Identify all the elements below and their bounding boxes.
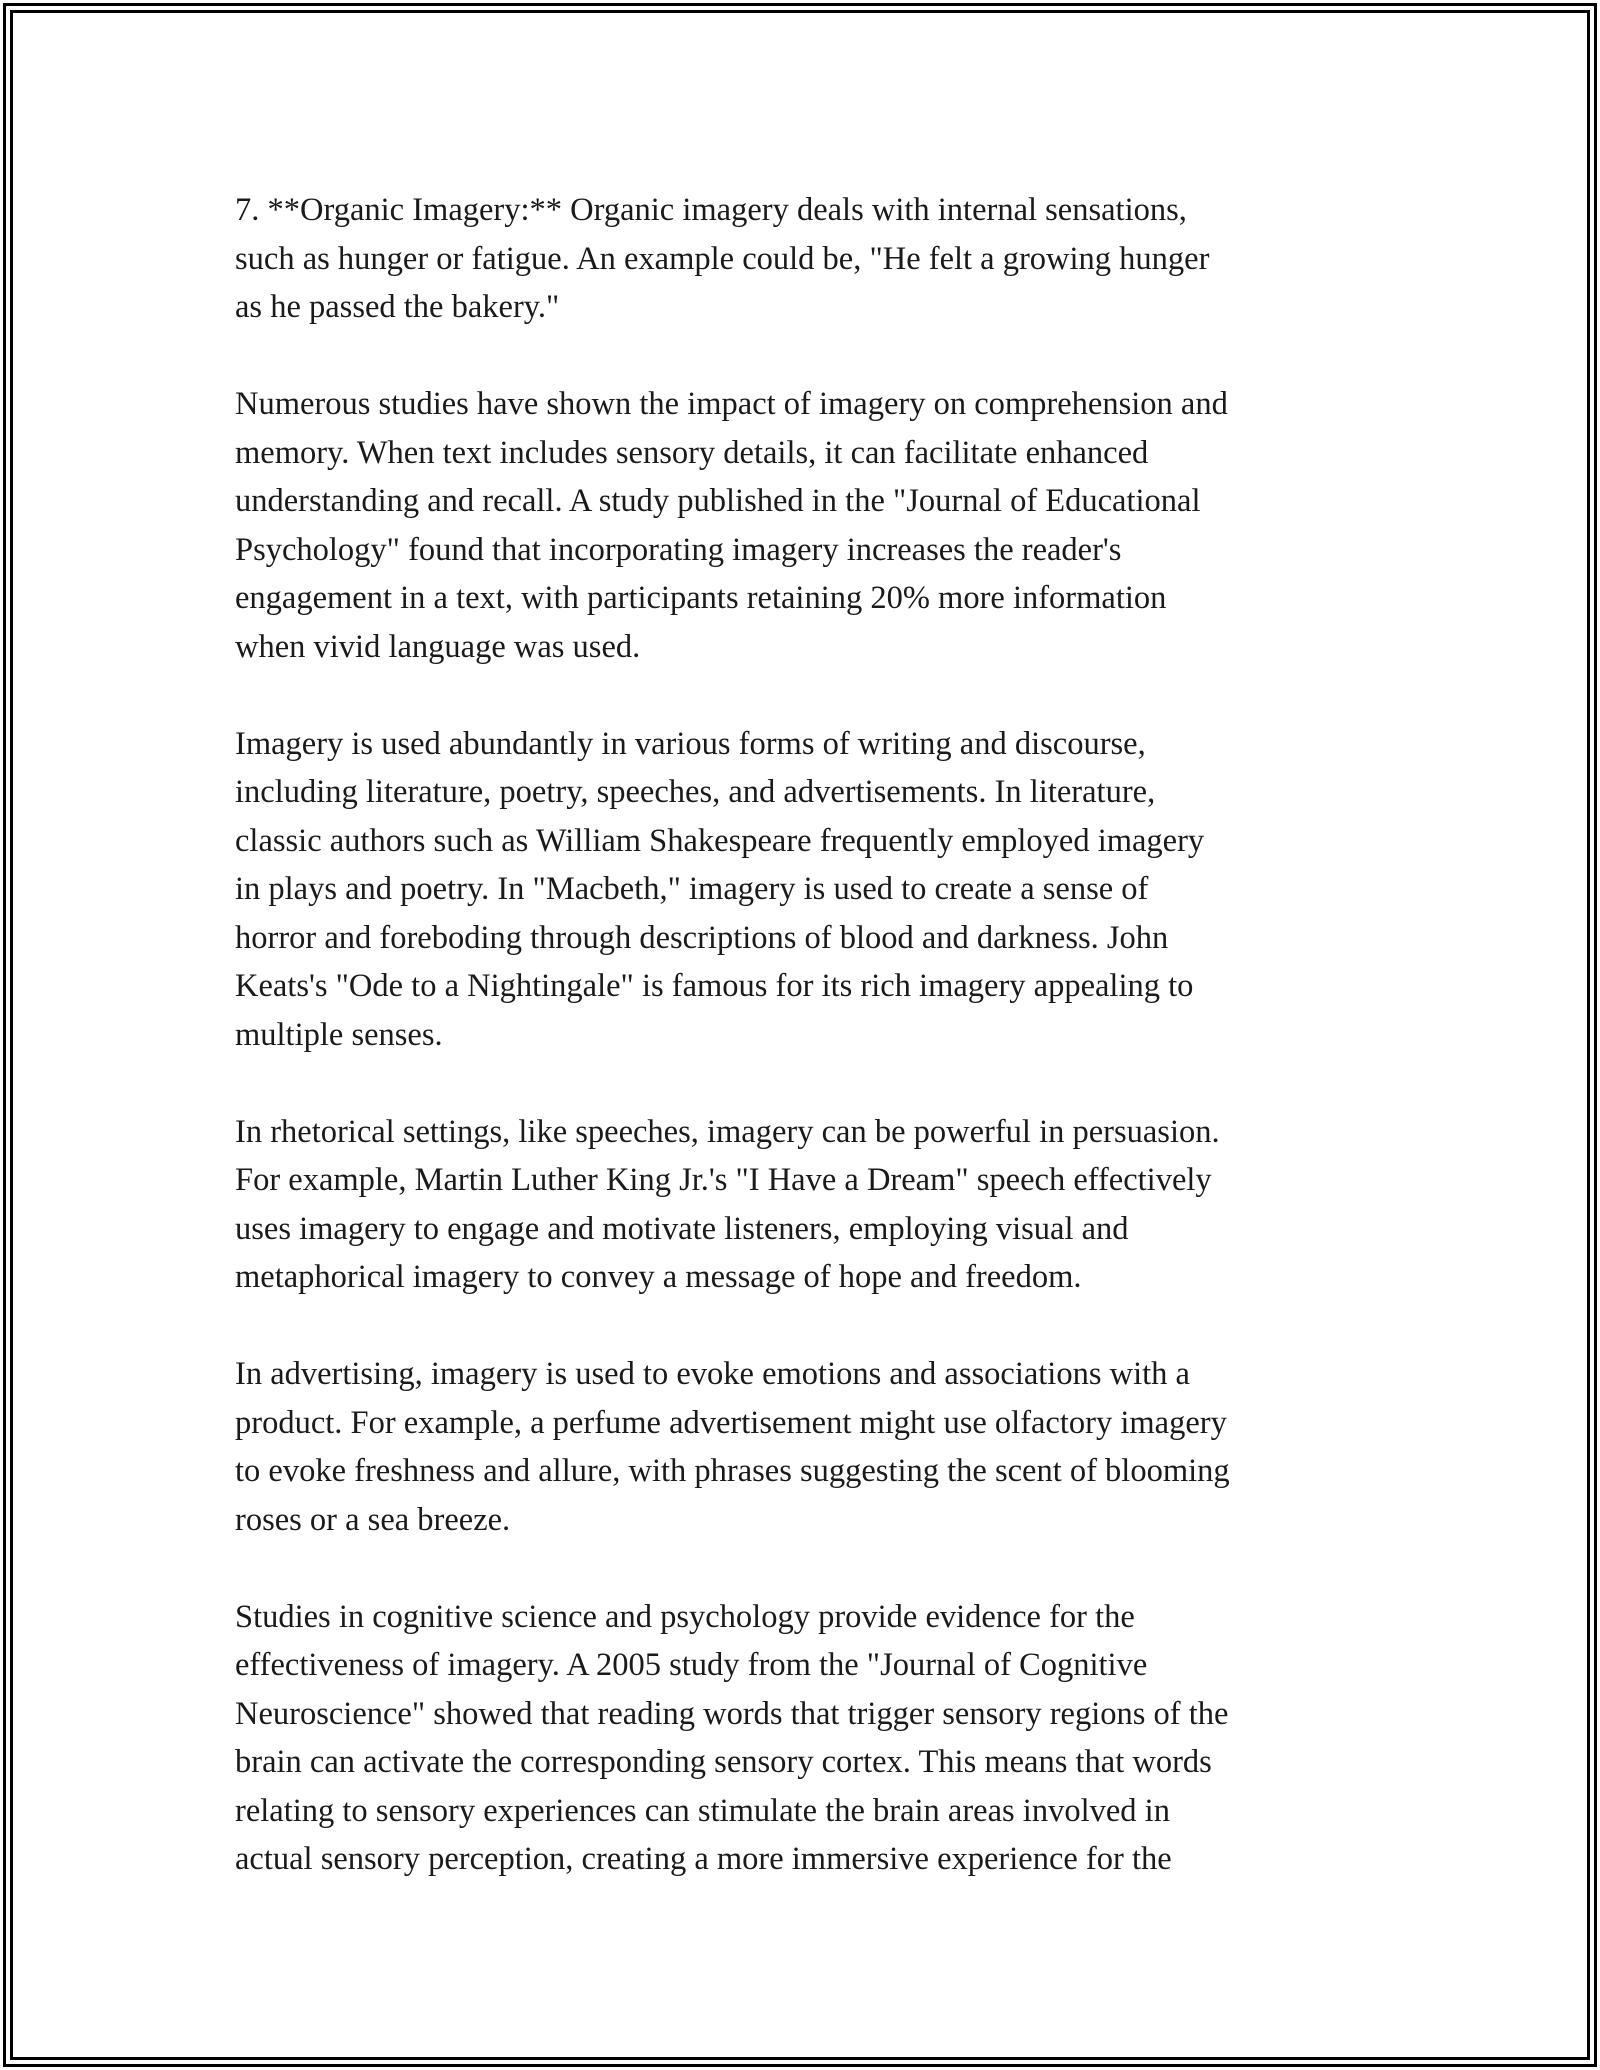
text-line: such as hunger or fatigue. An example could be, "He felt a growing hunger: [235, 240, 1210, 277]
text-line: Psychology" found that incorporating imagery increases the reader's: [235, 531, 1122, 568]
paragraph-cognitive-science: [235, 1593, 1365, 1884]
text-line: as he passed the bakery.": [235, 289, 560, 325]
text-line: roses or a sea breeze.: [235, 1501, 511, 1538]
text-line: Imagery is used abundantly in various forms of writing and discourse,: [235, 725, 1146, 762]
text-line: metaphorical imagery to convey a message of hope and freedom.: [235, 1259, 1082, 1295]
text-line: In advertising, imagery is used to evoke emotions and associations with a: [235, 1356, 1190, 1392]
paragraph-organic-imagery: [235, 186, 1365, 332]
text-line: classic authors such as William Shakespeare frequently employed imagery: [235, 822, 1205, 859]
text-line: product. For example, a perfume advertisement might use olfactory imagery: [235, 1404, 1227, 1441]
text-line: horror and foreboding through descriptions of blood and darkness. John: [235, 919, 1169, 956]
paragraph-comprehension-studies: [235, 380, 1365, 671]
text-line: Numerous studies have shown the impact of imagery on comprehension and: [235, 386, 1228, 422]
text-line: to evoke freshness and allure, with phrases suggesting the scent of blooming: [235, 1453, 1230, 1489]
text-line: in plays and poetry. In "Macbeth," imagery is used to create a sense of: [235, 871, 1149, 907]
text-line: Keats's "Ode to a Nightingale" is famous for its rich imagery appealing to: [235, 968, 1194, 1004]
text-line: engagement in a text, with participants retaining 20% more information: [235, 580, 1167, 616]
text-line: including literature, poetry, speeches, and advertisements. In literature,: [235, 774, 1156, 810]
text-line: brain can activate the corresponding sensory cortex. This means that words: [235, 1744, 1212, 1780]
text-line: Neuroscience" showed that reading words that trigger sensory regions of the: [235, 1695, 1229, 1732]
text-line: uses imagery to engage and motivate listeners, employing visual and: [235, 1210, 1129, 1247]
paragraph-advertising: [235, 1350, 1365, 1544]
text-line: For example, Martin Luther King Jr.'s "I Have a Dream" speech effectively: [235, 1162, 1212, 1198]
text-line: understanding and recall. A study published in the "Journal of Educational: [235, 483, 1201, 519]
paragraph-rhetorical-settings: [235, 1108, 1365, 1302]
document-body: [235, 186, 1365, 1884]
text-line: multiple senses.: [235, 1016, 443, 1053]
text-line: In rhetorical settings, like speeches, imagery can be powerful in persuasion.: [235, 1113, 1220, 1150]
text-line: 7. **Organic Imagery:** Organic imagery deals with internal sensations,: [235, 192, 1187, 228]
text-line: actual sensory perception, creating a more immersive experience for the: [235, 1841, 1172, 1877]
text-line: when vivid language was used.: [235, 628, 641, 665]
text-line: effectiveness of imagery. A 2005 study from the "Journal of Cognitive: [235, 1647, 1148, 1683]
text-line: memory. When text includes sensory details, it can facilitate enhanced: [235, 434, 1149, 471]
paragraph-literature-usage: [235, 720, 1365, 1060]
text-line: Studies in cognitive science and psychology provide evidence for the: [235, 1598, 1135, 1635]
text-line: relating to sensory experiences can stimulate the brain areas involved in: [235, 1792, 1170, 1829]
